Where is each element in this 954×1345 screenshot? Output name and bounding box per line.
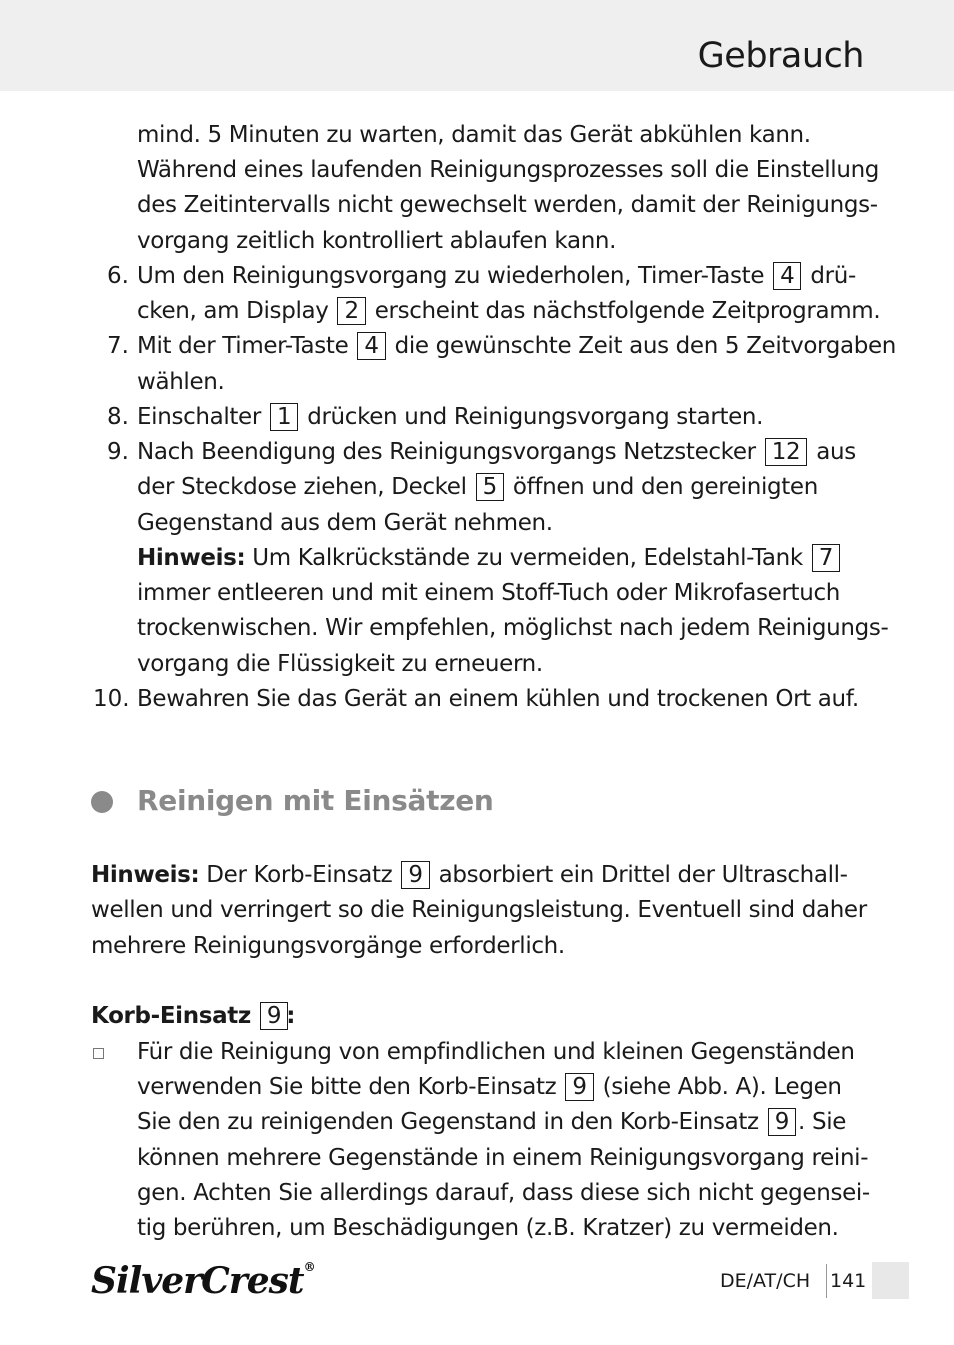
list-item-7-line1 xyxy=(137,331,896,361)
list-continuation-line: mind. 5 Minuten zu warten, damit das Gerät abkühlen kann. xyxy=(137,122,811,148)
hint-text: Der Korb-Einsatz xyxy=(206,862,393,888)
section-bullet-icon xyxy=(91,791,113,813)
list-item-number: 10. xyxy=(93,686,130,712)
note-label: Hinweis: xyxy=(137,545,246,571)
list-item-6-line1 xyxy=(137,261,856,291)
bullet-line1: Für die Reinigung von empfindlichen und kleinen Gegenständen xyxy=(137,1039,855,1065)
brand-name: SilverCrest xyxy=(91,1260,304,1302)
note-text: Um Kalkrückstände zu vermeiden, Edelstahl-Tank xyxy=(252,545,803,571)
list-continuation-line: vorgang zeitlich kontrolliert ablaufen kann. xyxy=(137,228,617,254)
list-item-text: Mit der Timer-Taste xyxy=(137,333,349,359)
reference-box: 1 xyxy=(270,403,298,431)
list-item-text: öffnen und den gereinigten xyxy=(512,474,818,500)
list-item-10-line1: Bewahren Sie das Gerät an einem kühlen und trockenen Ort auf. xyxy=(137,686,859,712)
list-item-text: die gewünschte Zeit aus den 5 Zeitvorgaben xyxy=(394,333,897,359)
brand-logo xyxy=(91,1260,315,1302)
reference-box: 9 xyxy=(401,861,429,889)
list-item-8-line1 xyxy=(137,402,763,432)
hint-text: absorbiert ein Drittel der Ultraschall- xyxy=(438,862,848,888)
bullet-text: verwenden Sie bitte den Korb-Einsatz xyxy=(137,1074,557,1100)
reference-box: 4 xyxy=(773,262,801,290)
list-item-number: 8. xyxy=(107,404,129,430)
bullet-line5: gen. Achten Sie allerdings darauf, dass diese sich nicht gegensei- xyxy=(137,1180,870,1206)
bullet-text: Sie den zu reinigenden Gegenstand in den Korb-Einsatz xyxy=(137,1109,759,1135)
bullet-text: . Sie xyxy=(798,1109,847,1135)
list-item-text: cken, am Display xyxy=(137,298,329,324)
list-item-6-line2 xyxy=(137,296,880,326)
list-continuation-line: Während eines laufenden Reinigungsprozesses soll die Einstellung xyxy=(137,157,880,183)
list-item-text: der Steckdose ziehen, Deckel xyxy=(137,474,467,500)
hint-label: Hinweis: xyxy=(91,862,200,888)
subsection-title xyxy=(91,1001,295,1031)
note-line2: immer entleeren und mit einem Stoff-Tuch oder Mikrofasertuch xyxy=(137,580,840,606)
hint-line1 xyxy=(91,860,848,890)
reference-box: 2 xyxy=(337,297,365,325)
bullet-line4: können mehrere Gegenstände in einem Reinigungsvorgang reini- xyxy=(137,1145,869,1171)
footer-country: DE/AT/CH xyxy=(720,1270,811,1292)
subsection-label: Korb-Einsatz xyxy=(91,1003,251,1029)
list-item-text: Nach Beendigung des Reinigungsvorgangs Netzstecker xyxy=(137,439,756,465)
page-title: Gebrauch xyxy=(697,36,864,76)
bullet-line3 xyxy=(137,1107,846,1137)
list-item-9-line1 xyxy=(137,437,856,467)
note-line4: vorgang die Flüssigkeit zu erneuern. xyxy=(137,651,543,677)
reference-box: 9 xyxy=(260,1002,288,1030)
list-item-text: erscheint das nächstfolgende Zeitprogramm. xyxy=(374,298,881,324)
reference-box: 9 xyxy=(768,1108,796,1136)
bullet-line2 xyxy=(137,1072,842,1102)
list-item-text: aus xyxy=(816,439,856,465)
list-item-text: Um den Reinigungsvorgang zu wiederholen, Timer-Taste xyxy=(137,263,765,289)
list-item-9-line2 xyxy=(137,472,818,502)
list-item-number: 9. xyxy=(107,439,129,465)
subsection-colon: : xyxy=(286,1003,296,1029)
note-line3: trockenwischen. Wir empfehlen, möglichst nach jedem Reinigungs- xyxy=(137,615,889,641)
reference-box: 5 xyxy=(476,473,504,501)
reference-box: 9 xyxy=(565,1073,593,1101)
list-item-number: 7. xyxy=(107,333,129,359)
page-number: 141 xyxy=(830,1270,867,1292)
footer-divider xyxy=(826,1264,827,1298)
list-item-text: drücken und Reinigungsvorgang starten. xyxy=(307,404,764,430)
bullet-line6: tig berühren, um Beschädigungen (z.B. Kratzer) zu vermeiden. xyxy=(137,1215,839,1241)
list-item-number: 6. xyxy=(107,263,129,289)
list-item-text: drü- xyxy=(810,263,856,289)
list-continuation-line: des Zeitintervalls nicht gewechselt werden, damit der Reinigungs- xyxy=(137,192,878,218)
reference-box: 12 xyxy=(765,438,808,466)
hint-line3: mehrere Reinigungsvorgänge erforderlich. xyxy=(91,933,565,959)
section-title: Reinigen mit Einsätzen xyxy=(137,784,494,817)
hint-line2: wellen und verringert so die Reinigungsleistung. Eventuell sind daher xyxy=(91,897,867,923)
list-item-9-line3: Gegenstand aus dem Gerät nehmen. xyxy=(137,510,553,536)
bullet-text: (siehe Abb. A). Legen xyxy=(602,1074,842,1100)
registered-mark: ® xyxy=(303,1260,315,1274)
square-bullet-icon xyxy=(93,1048,104,1059)
list-item-7-line2: wählen. xyxy=(137,369,225,395)
reference-box: 4 xyxy=(357,332,385,360)
footer-tab xyxy=(872,1262,909,1299)
list-item-text: Einschalter xyxy=(137,404,261,430)
note-line1 xyxy=(137,543,842,573)
reference-box: 7 xyxy=(812,544,840,572)
